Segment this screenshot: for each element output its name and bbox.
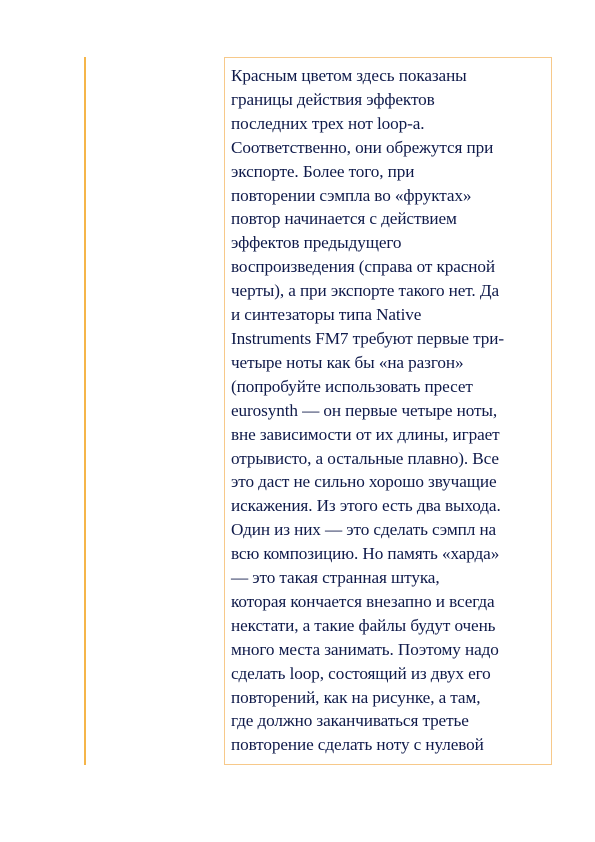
text-line: повторений, как на рисунке, а там, <box>231 687 481 707</box>
text-line: сделать loop, состоящий из двух его <box>231 663 491 683</box>
text-line: Instruments FM7 требуют первые три- <box>231 328 504 348</box>
text-line: повтор начинается с действием <box>231 209 457 229</box>
text-line: (попробуйте использовать пресет <box>231 376 473 396</box>
text-line: — это такая странная штука, <box>231 568 440 588</box>
text-line: экспорте. Более того, при <box>231 161 415 181</box>
text-line: eurosynth — он первые четыре ноты, <box>231 400 498 420</box>
text-line: и синтезаторы типа Native <box>231 305 422 325</box>
text-line: черты), а при экспорте такого нет. Да <box>231 281 499 301</box>
text-line: много места занимать. Поэтому надо <box>231 639 499 659</box>
text-line: отрывисто, а остальные плавно). Все <box>231 448 499 468</box>
text-line: воспроизведения (справа от красной <box>231 257 495 277</box>
margin-rule <box>84 57 86 765</box>
text-line: Один из них — это сделать сэмпл на <box>231 520 497 540</box>
text-line: которая кончается внезапно и всегда <box>231 591 495 611</box>
text-line: повторение сделать ноту с нулевой <box>231 735 484 755</box>
text-line: где должно заканчиваться третье <box>231 711 469 731</box>
text-line: некстати, а такие файлы будут очень <box>231 615 496 635</box>
text-line: эффектов предыдущего <box>231 233 402 253</box>
text-line: Красным цветом здесь показаны <box>231 66 467 85</box>
text-line: всю композицию. Но память «харда» <box>231 544 500 564</box>
text-line: повторении сэмпла во «фруктах» <box>231 185 472 205</box>
text-line: вне зависимости от их длины, играет <box>231 424 500 444</box>
text-line: границы действия эффектов <box>231 89 435 109</box>
text-line: последних трех нот loop-а. <box>231 113 425 133</box>
text-line: Соответственно, они обрежутся при <box>231 137 494 157</box>
text-line: искажения. Из этого есть два выхода. <box>231 496 501 516</box>
text-frame <box>224 57 552 765</box>
text-line: это даст не сильно хорошо звучащие <box>231 472 497 492</box>
text-line: четыре ноты как бы «на разгон» <box>231 352 464 372</box>
